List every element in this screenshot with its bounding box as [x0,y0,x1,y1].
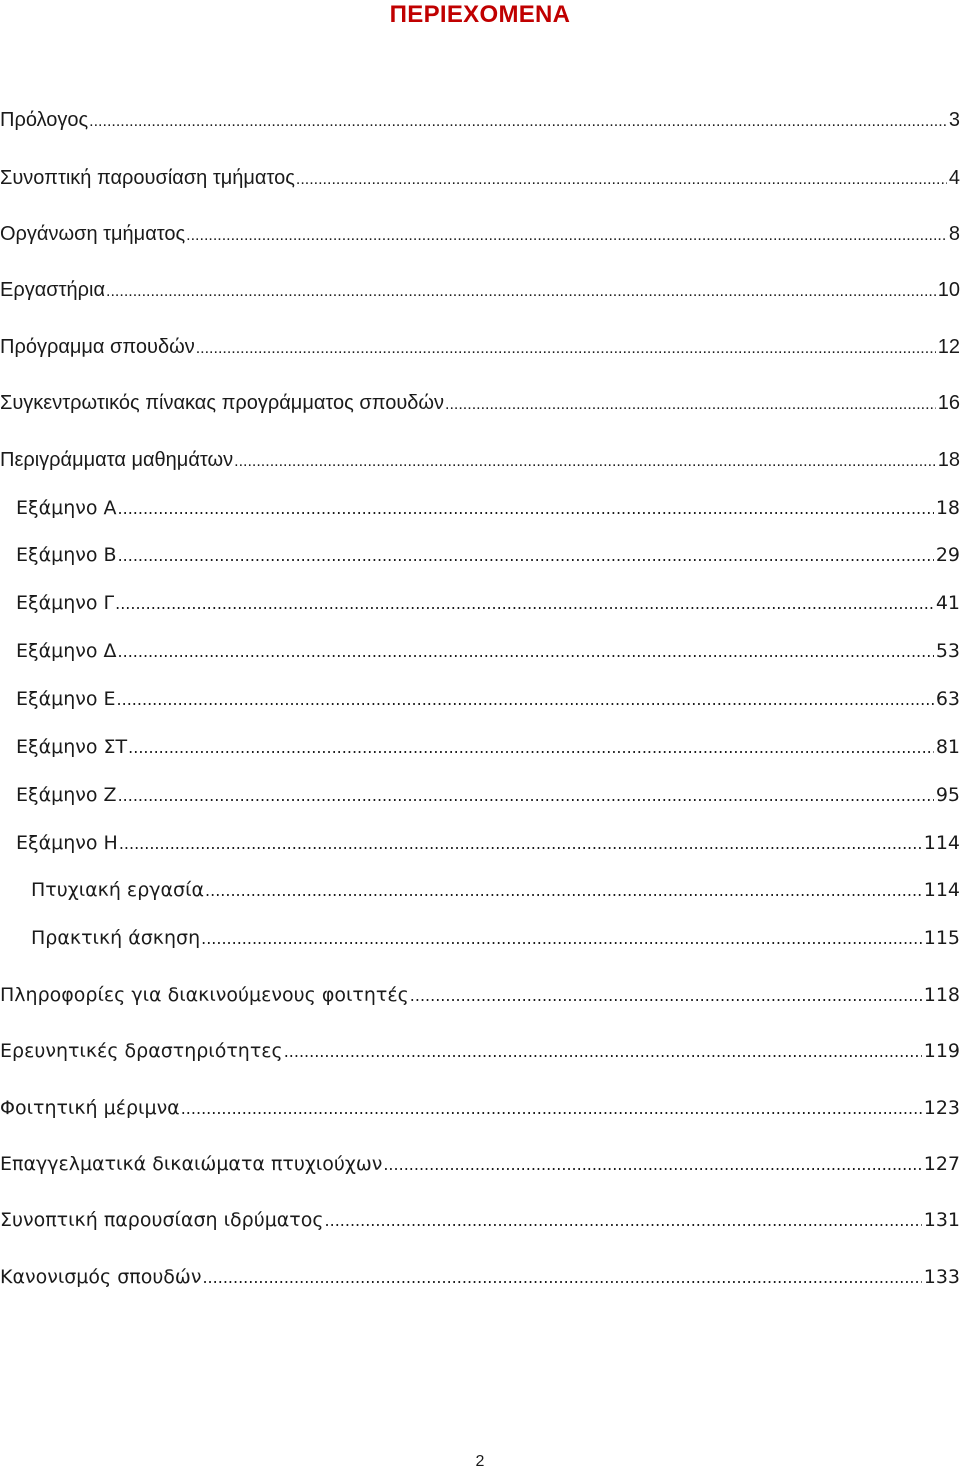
toc-entry-page: 131 [923,1209,960,1231]
toc-dot-leader [119,830,922,858]
toc-dot-leader [296,166,947,194]
page-number: 2 [475,1453,485,1470]
toc-entry-label: Πληροφορίες για διακινούμενους φοιτητές [0,984,409,1006]
toc-entry-label: Πτυχιακή εργασία [31,879,205,901]
toc-entry-label: Εξάμηνο Η [16,832,118,854]
toc-dot-leader [118,638,934,666]
toc-dot-leader [89,108,947,136]
toc-entry-page: 95 [935,784,960,806]
toc-entry-page: 127 [923,1153,960,1175]
toc-entry-label: Πρόλογος [0,109,89,131]
toc-entry-page: 81 [935,736,960,758]
toc-entry-page: 114 [923,879,960,901]
toc-entry-label: Πρόγραμμα σπουδών [0,336,195,358]
toc-dot-leader [196,335,936,363]
toc-entry-page: 41 [935,592,960,614]
toc-entry-label: Εργαστήρια [0,279,106,301]
toc-entry-label: Πρακτική άσκηση [31,927,201,949]
toc-entry[interactable] [0,333,960,361]
toc-dot-leader [202,1264,921,1292]
toc-entry-page: 119 [923,1040,960,1062]
toc-entry[interactable] [0,389,960,417]
toc-entry[interactable] [0,220,960,248]
toc-entry-label: Εξάμηνο Ζ [16,784,117,806]
toc-entry-page: 8 [948,223,960,245]
toc-entry[interactable] [16,541,960,569]
toc-entry-label: Εξάμηνο Α [16,497,117,519]
toc-entry[interactable] [0,164,960,192]
toc-dot-leader [410,982,922,1010]
toc-entry-page: 63 [935,688,960,710]
toc-entry-label: Εξάμηνο Β [16,544,117,566]
toc-entry-label: Φοιτητική μέριμνα [0,1097,180,1119]
toc-entry[interactable] [16,733,960,761]
toc-dot-leader [186,222,947,250]
toc-dot-leader [115,590,934,618]
toc-entry-page: 118 [923,984,960,1006]
toc-dot-leader [118,542,934,570]
toc-entry-page: 123 [923,1097,960,1119]
toc-entry-page: 3 [948,109,960,131]
toc-dot-leader [284,1038,922,1066]
toc-entry[interactable] [0,446,960,474]
toc-entry-label: Συγκεντρωτικός πίνακας προγράμματος σπουδών [0,392,445,414]
toc-entry-page: 4 [948,167,960,189]
toc-entry-label: Εξάμηνο Δ [16,640,117,662]
toc-entry-label: Κανονισμός σπουδών [0,1266,202,1288]
toc-entry[interactable] [16,829,960,857]
toc-entry[interactable] [16,685,960,713]
toc-dot-leader [201,925,922,953]
toc-entry[interactable] [0,1150,960,1178]
toc-entry[interactable] [16,781,960,809]
toc-dot-leader [117,686,934,714]
toc-dot-leader [181,1095,922,1123]
toc-entry[interactable] [16,494,960,522]
toc-entry-page: 18 [935,497,960,519]
toc-entry-label: Ερευνητικές δραστηριότητες [0,1040,283,1062]
toc-dot-leader [118,495,934,523]
toc-dot-leader [445,391,936,419]
toc-dot-leader [106,278,936,306]
toc-entry-label: Εξάμηνο ΣΤ [16,736,128,758]
toc-entry[interactable] [16,589,960,617]
toc-entry[interactable] [16,637,960,665]
toc-dot-leader [383,1151,921,1179]
toc-entry-label: Επαγγελματικά δικαιώματα πτυχιούχων [0,1153,383,1175]
toc-entry-page: 10 [937,279,960,301]
toc-entry-label: Συνοπτική παρουσίαση τμήματος [0,167,295,189]
toc-entry-label: Εξάμηνο Ε [16,688,116,710]
toc-dot-leader [234,448,936,476]
toc-entry-page: 12 [937,336,960,358]
toc-entry[interactable] [0,276,960,304]
toc-entry[interactable] [0,1037,960,1065]
toc-entry-page: 115 [923,927,960,949]
toc-entry-label: Οργάνωση τμήματος [0,223,186,245]
toc-entry[interactable] [31,924,960,952]
toc-entry-label: Συνοπτική παρουσίαση ιδρύματος [0,1209,324,1231]
toc-entry-page: 53 [935,640,960,662]
toc-entry-label: Εξάμηνο Γ [16,592,115,614]
toc-entry[interactable] [0,1263,960,1291]
toc-entry[interactable] [31,876,960,904]
toc-entry-label: Περιγράμματα μαθημάτων [0,449,234,471]
toc-title: ΠΕΡΙΕΧΟΜΕΝΑ [389,1,571,28]
toc-entry-page: 16 [937,392,960,414]
toc-entry[interactable] [0,1094,960,1122]
toc-entry-page: 114 [923,832,960,854]
toc-dot-leader [325,1207,922,1235]
toc-dot-leader [118,782,934,810]
toc-entry[interactable] [0,981,960,1009]
toc-dot-leader [205,877,922,905]
toc-dot-leader [128,734,934,762]
toc-entry-page: 18 [937,449,960,471]
toc-entry-page: 133 [923,1266,960,1288]
toc-entry[interactable] [0,106,960,134]
toc-entry-page: 29 [935,544,960,566]
toc-entry[interactable] [0,1206,960,1234]
